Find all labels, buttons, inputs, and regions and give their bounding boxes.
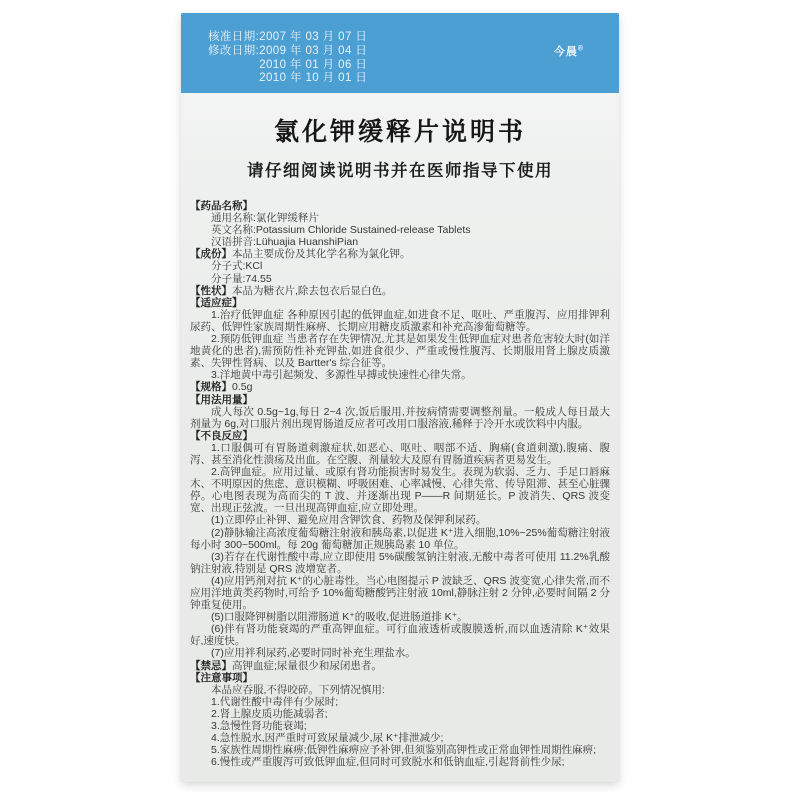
leaflet-page — [181, 13, 619, 782]
section-heading — [190, 285, 610, 297]
section-heading — [190, 672, 610, 684]
doc-line — [211, 720, 610, 732]
doc-line — [211, 684, 610, 696]
brand-name: 今晨 — [553, 46, 578, 58]
section-heading — [190, 660, 610, 672]
section-label: 【禁忌】 — [190, 659, 232, 672]
line-text: 1.口服偶可有胃肠道刺激症状,如恶心、呕吐、咽部不适、胸痛(食道刺激),腹痛、腹泻、甚至消化性溃疡及出血。在空腹、剂量较大及原有胃肠道疾病者更易发生。 — [190, 441, 610, 466]
brand-logo — [554, 43, 583, 59]
approval-dates — [208, 31, 367, 86]
line-text: (5)口服降钾树脂以阻滞肠道 K⁺的吸收,促进肠道排 K⁺。 — [211, 611, 468, 624]
line-text: 汉语拼音:Lühuajia HuanshiPian — [211, 236, 359, 249]
doc-line — [190, 647, 610, 659]
line-text: (1)立即停止补钾、避免应用含钾饮食、药物及保钾利尿药。 — [211, 514, 487, 527]
line-text: 5.家族性周期性麻痹;低钾性麻痹应予补钾,但须鉴别高钾性或正常血钾性周期性麻痹; — [211, 744, 597, 757]
line-text: 3.洋地黄中毒引起频发、多源性早搏或快速性心律失常。 — [211, 369, 472, 382]
line-text: 3.急慢性肾功能衰竭; — [211, 720, 307, 733]
doc-line — [190, 527, 610, 551]
doc-line — [211, 732, 610, 744]
section-label: 【规格】 — [190, 381, 232, 394]
doc-line — [211, 260, 610, 272]
section-label: 【用法用量】 — [190, 393, 253, 406]
line-text: 通用名称:氯化钾缓释片 — [211, 212, 319, 225]
line-text: 本品应吞服,不得咬碎。下列情况慎用: — [211, 683, 385, 696]
line-text: 2.肾上腺皮质功能减弱者; — [211, 707, 328, 720]
line-text: (3)若存在代谢性酸中毒,应立即使用 5%碳酸氢钠注射液,无酸中毒者可使用 11.2%乳酸钠注射液,特别是 QRS 波增宽者。 — [190, 550, 610, 575]
doc-line — [190, 575, 610, 611]
line-text: 1.代谢性酸中毒伴有少尿时; — [211, 695, 339, 708]
section-label: 【不良反应】 — [190, 429, 253, 442]
section-heading — [190, 200, 610, 212]
line-text: (4)应用钙剂对抗 K⁺的心脏毒性。当心电图提示 P 波缺乏、QRS 波变宽,心律失常,而不应用洋地黄类药物时,可给予 10%葡萄糖酸钙注射液 10ml,静脉注射 2 分钟,必要时间隔 2 分钟重复使用。 — [190, 574, 610, 612]
line-text: 0.5g — [232, 381, 253, 394]
section-label: 【注意事项】 — [190, 671, 253, 684]
line-text: 分子式:KCl — [211, 260, 263, 273]
doc-line — [190, 309, 610, 333]
doc-line — [190, 333, 610, 369]
line-text: (2)静脉输注高浓度葡萄糖注射液和胰岛素,以促进 K⁺进入细胞,10%~25%葡萄糖注射液每小时 300~500ml。每 20g 葡萄糖加正规胰岛素 10 单位。 — [190, 526, 610, 551]
doc-line — [190, 406, 610, 430]
doc-line — [211, 708, 610, 720]
doc-line — [211, 756, 610, 768]
line-text: 1.治疗低钾血症 各种原因引起的低钾血症,如进食不足、呕吐、严重腹泻、应用排钾利尿药、低钾性家族周期性麻痹、长期应用糖皮质激素和补充高渗葡萄糖等。 — [190, 308, 610, 333]
revision-date-line: 修改日期:2009 年 03 月 04 日 — [208, 44, 368, 57]
doc-line — [211, 273, 610, 285]
section-label: 【适应症】 — [190, 296, 243, 309]
revision-date-line: 2010 年 10 月 01 日 — [259, 72, 368, 85]
line-text: 高钾血症;尿量很少和尿闭患者。 — [232, 659, 382, 672]
section-label: 【药品名称】 — [190, 200, 253, 212]
approval-date-line: 核准日期:2007 年 03 月 07 日 — [208, 31, 368, 43]
registered-trademark-mark: ® — [577, 45, 583, 53]
line-text: 6.慢性或严重腹泻可致低钾血症,但同时可致脱水和低钠血症,引起肾前性少尿; — [211, 756, 565, 769]
line-text: (7)应用袢利尿药,必要时同时补充生理盐水。 — [211, 647, 416, 660]
doc-line — [190, 514, 610, 526]
document-body — [190, 200, 610, 768]
line-text: 2.预防低钾血症 当患者存在失钾情况,尤其是如果发生低钾血症对患者危害较大时(如洋地黄化的患者),需预防性补充钾盐,如进食很少、严重或慢性腹泻、长期服用肾上腺皮质激素、失钾性肾病、以及 Bartter's 综合征等。 — [190, 333, 610, 370]
doc-line — [211, 224, 610, 236]
line-text: 4.急性脱水,因严重时可致尿量减少,尿 K⁺排泄减少; — [211, 732, 444, 745]
document-subtitle: 请仔细阅读说明书并在医师指导下使用 — [247, 162, 553, 180]
line-text: 本品主要成份及其化学名称为氯化钾。 — [232, 248, 411, 261]
doc-line — [211, 696, 610, 708]
line-text: 本品为糖衣片,除去包衣后显白色。 — [232, 284, 393, 297]
doc-line — [190, 466, 610, 514]
line-text: 2.高钾血症。应用过量、或原有肾功能损害时易发生。表现为软弱、乏力、手足口唇麻木、不明原因的焦虑、意识模糊、呼吸困难、心率减慢、心律失常、传导阻滞、甚至心脏骤停。心电图表现为高而尖的 T 波、并逐渐出现 P——R 间期延长。P 波消失、QRS 波变宽、出现正弦波。一旦出现高钾血症,应立即处理。 — [190, 466, 610, 515]
document-title: 氯化钾缓释片说明书 — [273, 118, 526, 146]
doc-line — [211, 212, 610, 224]
doc-line — [190, 442, 610, 466]
revision-date-line: 2010 年 01 月 06 日 — [259, 58, 368, 71]
section-heading — [190, 297, 610, 309]
section-heading — [190, 394, 610, 406]
doc-line — [190, 611, 610, 623]
line-text: 英文名称:Potassium Chloride Sustained-release Tablets — [211, 224, 471, 237]
line-text: 成人每次 0.5g~1g,每日 2~4 次,饭后服用,并按病情需要调整剂量。一般成人每日最大剂量为 6g,对口服片剂出现胃肠道反应者可改用口服溶液,稀释于冷开水或饮料中内服。 — [190, 405, 610, 430]
doc-line — [211, 744, 610, 756]
line-text: 分子量:74.55 — [211, 272, 272, 285]
section-heading — [190, 248, 610, 260]
section-heading — [190, 381, 610, 393]
doc-line — [211, 236, 610, 248]
section-label: 【成份】 — [190, 248, 232, 261]
line-text: (6)伴有肾功能衰竭的严重高钾血症。可行血液透析或腹膜透析,而以血透清除 K⁺效果好,速度快。 — [190, 623, 610, 648]
section-label: 【性状】 — [190, 284, 232, 297]
doc-line — [190, 369, 610, 381]
doc-line — [190, 623, 610, 647]
header-band — [181, 13, 619, 93]
doc-line — [190, 551, 610, 575]
section-heading — [190, 430, 610, 442]
